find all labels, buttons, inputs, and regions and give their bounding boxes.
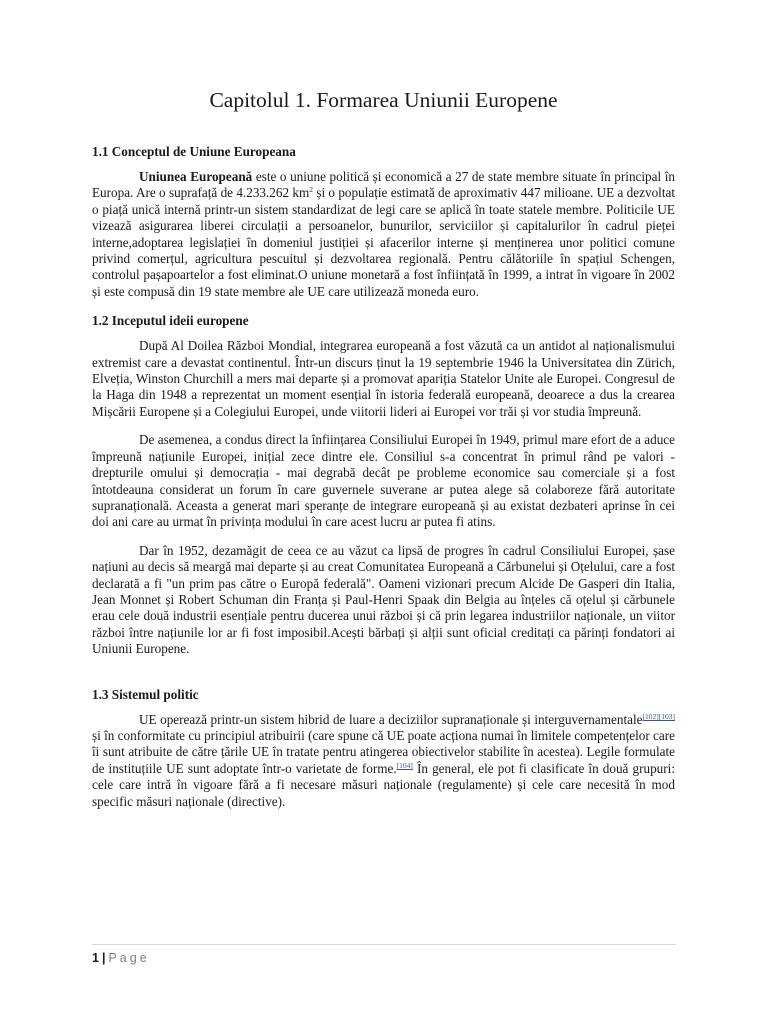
section-1-2-paragraph-2: De asemenea, a condus direct la înființarea Consiliului Europei în 1949, primul mare efort de a aduce împreună națiunile Europei, inițial zece dintre ele. Consiliul s-a concentrat în primul rând pe valori - drepturile omului și democrația - mai degrabă decât pe probleme economice sau comerciale și a fost întotdeauna considerat un forum în care guvernele suverane ar putea alege să colaboreze fără autoritate supranațională. Aceasta a generat mari speranțe de integrare europeană și au existat dezbateri aprinse în cei doi ani care au urmat în privința modului în care acest lucru ar putea fi atins. bbox=[92, 432, 675, 530]
document-title: Capitolul 1. Formarea Uniunii Europene bbox=[209, 88, 558, 112]
section-1-2-paragraph-1: După Al Doilea Război Mondial, integrarea europeană a fost văzută ca un antidot al naționalismului extremist care a devastat continentul. Într-un discurs ținut la 19 septembrie 1946 la Universitatea din Zürich, Elveția, Winston Churchill a mers mai departe și a promovat apariția Statelor Unite ale Europei. Congresul de la Haga din 1948 a reprezentat un moment esențial în istoria federală europeană, deoarece a dus la crearea Mișcării Europene și a Colegiului Europei, unde viitorii lideri ai Europei vor trăi și vor studia împreună. bbox=[92, 338, 675, 419]
paragraph-text: și o populație estimată de aproximativ 447 milioane. UE a dezvoltat o piață unică internă printr-un sistem standardizat de legi care se aplică în toate statele membre. Politicile UE vizează asigurarea liberei circulații a persoanelor, bunurilor, serviciilor și capitalurilor în cadrul pieței interne,adoptarea legislației în domeniul justiției și afacerilor interne și menținerea unor politici comune privind comerțul, agricultura pescuitul și dezvoltarea regională. Pentru călătoriile în spațiul Schengen, controlul pașapoartelor a fost eliminat.O uniune monetară a fost înființată în 1999, a intrat în vigoare în 2002 și este compusă din 19 state membre ale UE care utilizează moneda euro. bbox=[92, 185, 676, 299]
section-heading-1-3: 1.3 Sistemul politic bbox=[92, 686, 199, 702]
superscript: 2 bbox=[309, 185, 314, 195]
footer-divider bbox=[92, 944, 676, 945]
bold-term: Uniunea Europeană bbox=[139, 169, 253, 184]
citation-link[interactable]: [102][103] bbox=[642, 711, 675, 721]
page-separator: | bbox=[101, 951, 106, 965]
paragraph-text: și în conformitate cu principiul atribuirii (care spune că UE poate acționa numai în limitele competențelor care îi sunt atribuite de către țările UE în tratate pentru atingerea obiectivelor stabilite în acestea). Legile formulate de instituțiile UE sunt adoptate într-o varietate de forme. bbox=[92, 727, 675, 776]
page-content bbox=[92, 88, 675, 822]
section-1-2-paragraph-3: Dar în 1952, dezamăgit de ceea ce au văzut ca lipsă de progres în cadrul Consiliului Europei, șase națiuni au decis să meargă mai departe și au creat Comunitatea Europeană a Cărbunelui și Oțelului, care a fost declarată a fi "un prim pas către o Europă federală". Oameni vizionari precum Alcide De Gasperi din Italia, Jean Monnet și Robert Schuman din Franța și Paul-Henri Spaak din Belgia au înțeles că oțelul și cărbunele erau cele două industrii esențiale pentru ducerea unui război și că prin legarea industriilor naționale, un viitor război între națiunile lor ar fi fost imposibil.Acești bărbați și alții sunt oficial creditați ca părinți fondatori ai Uniunii Europene. bbox=[92, 542, 675, 657]
paragraph-text: este o uniune politică și economică a 27 de state membre situate în principal în Europa. Are o suprafață de 4.233.262 km bbox=[92, 169, 676, 201]
citation-link[interactable]: [104] bbox=[396, 760, 413, 770]
section-heading-1-1: 1.1 Conceptul de Uniune Europeana bbox=[92, 144, 296, 159]
section-heading-1-2: 1.2 Inceputul ideii europene bbox=[92, 313, 249, 329]
section-1-1-paragraph bbox=[92, 169, 675, 300]
page-number: 1 bbox=[92, 951, 99, 965]
page-indicator bbox=[92, 951, 676, 965]
page-label: Page bbox=[108, 951, 150, 965]
page-footer bbox=[92, 944, 676, 965]
section-1-3-paragraph bbox=[92, 712, 675, 810]
paragraph-text: În general, ele pot fi clasificate în două grupuri: cele care intră în vigoare fără a fi necesare măsuri naționale (regulamente) și cele care necesită în mod specific măsuri naționale (directive). bbox=[92, 760, 675, 809]
paragraph-text: UE operează printr-un sistem hibrid de luare a deciziilor supranaționale și interguvernamentale bbox=[139, 711, 643, 727]
